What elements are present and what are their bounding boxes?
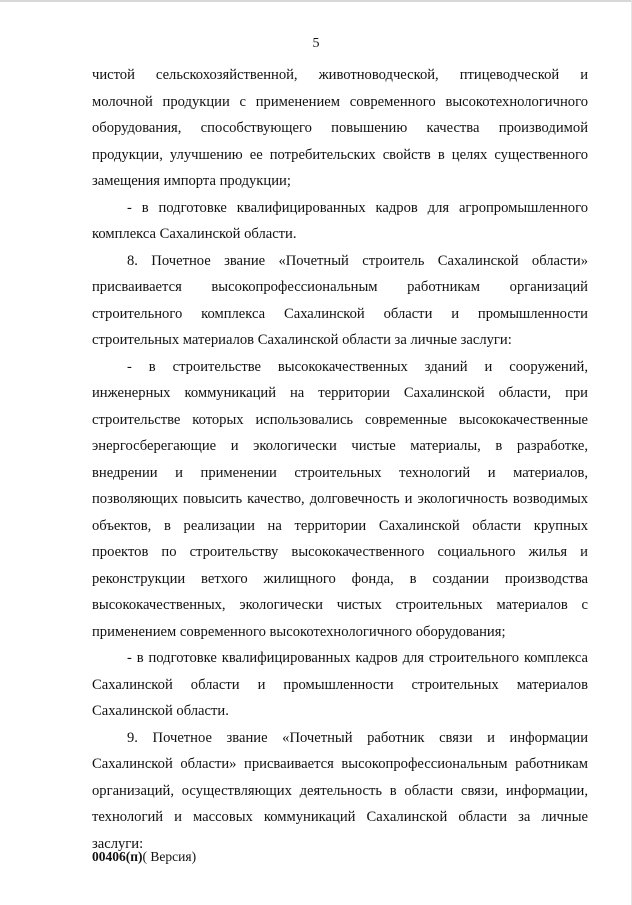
- text-line: проектов по строительству высококачественного социального жилья и: [92, 544, 588, 560]
- text-line: применением современного высокотехнологичного оборудования;: [92, 623, 506, 640]
- text-line: Сахалинской области.: [92, 703, 229, 719]
- text-line: молочной продукции с применением современного высокотехнологичного: [92, 93, 588, 110]
- text-line: позволяющих повысить качество, долговечность и экологичность возводимых: [92, 491, 588, 507]
- text-line: 8. Почетное звание «Почетный строитель Сахалинской области»: [127, 252, 588, 269]
- text-line: присваивается высокопрофессиональным работникам организаций: [92, 279, 588, 295]
- document-code: 00406(п): [92, 849, 143, 864]
- text-line: Сахалинской области» присваивается высокопрофессиональным работникам: [92, 756, 588, 772]
- text-line: - в подготовке квалифицированных кадров для строительного комплекса: [127, 650, 588, 666]
- text-line: - в строительстве высококачественных зданий и сооружений,: [127, 358, 588, 375]
- text-line: 9. Почетное звание «Почетный работник связи и информации: [127, 729, 588, 746]
- text-line: Сахалинской области и промышленности строительных материалов: [92, 676, 588, 693]
- text-line: энергосберегающие и экологически чистые материалы, в разработке,: [92, 438, 588, 454]
- text-line: заслуги:: [92, 835, 144, 852]
- text-line: внедрении и применении строительных технологий и материалов,: [92, 464, 588, 481]
- text-line: объектов, в реализации на территории Сахалинской области крупных: [92, 517, 588, 534]
- document-version: ( Версия): [142, 849, 197, 864]
- text-line: строительного комплекса Сахалинской области и промышленности: [92, 305, 588, 322]
- text-line: строительстве которых использовались современные высококачественные: [92, 411, 588, 428]
- text-line: организаций, осуществляющих деятельность в области связи, информации,: [92, 782, 588, 799]
- text-line: замещения импорта продукции;: [92, 173, 291, 189]
- text-line: реконструкции ветхого жилищного фонда, в создании производства: [92, 570, 588, 587]
- text-line: высококачественных, экологически чистых строительных материалов с: [92, 597, 588, 613]
- text-line: продукции, улучшению ее потребительских свойств в целях существенного: [92, 146, 588, 163]
- text-line: чистой сельскохозяйственной, животноводческой, птицеводческой и: [92, 67, 588, 83]
- text-line: строительных материалов Сахалинской области за личные заслуги:: [92, 332, 512, 348]
- text-line: технологий и массовых коммуникаций Сахалинской области за личные: [92, 809, 588, 825]
- page-number: 5: [312, 36, 320, 51]
- text-line: комплекса Сахалинской области.: [92, 226, 297, 242]
- text-line: инженерных коммуникаций на территории Сахалинской области, при: [92, 385, 588, 401]
- text-line: - в подготовке квалифицированных кадров для агропромышленного: [127, 199, 588, 216]
- document-footer: [92, 849, 196, 865]
- scan-edge-top: [0, 0, 632, 2]
- document-body: [92, 62, 588, 857]
- text-line: оборудования, способствующего повышению качества производимой: [92, 120, 588, 136]
